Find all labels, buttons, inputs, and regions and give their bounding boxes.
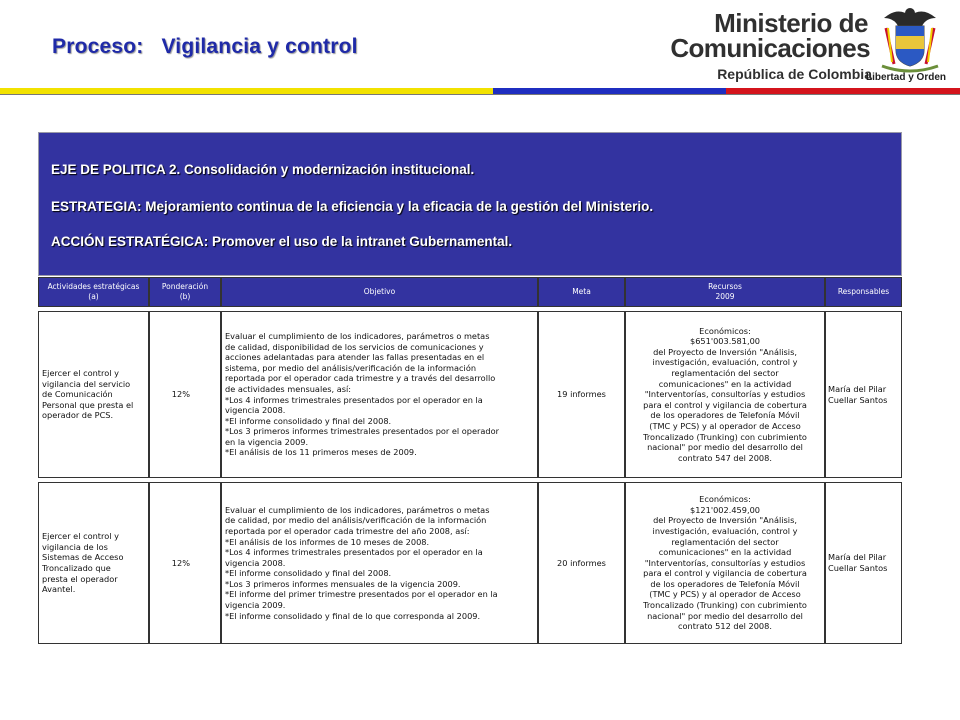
cell-line: vigencia 2008. [225, 557, 286, 568]
cell-line: Troncalizado que [42, 563, 111, 573]
cell-line: del Proyecto de Inversión "Análisis, [653, 515, 797, 526]
cell-line: contrato 512 del 2008. [678, 621, 772, 632]
cell-line: Personal que presta el [42, 399, 134, 410]
logo-motto: Libertad y Orden [865, 72, 946, 83]
cell-line: reglamentación del sector [671, 536, 779, 547]
logo-line-2: Comunicaciones [670, 33, 870, 63]
header-divider [0, 94, 960, 95]
cell-line: de los operadores de Telefonía Móvil [650, 578, 800, 589]
cell-line: *El informe consolidado y final de lo que corresponda al 2009. [225, 610, 481, 621]
cell-line: *Los 3 primeros informes trimestrales presentados por el operador [225, 426, 499, 437]
header-text: (a) [88, 292, 99, 301]
cell-line: para el control y vigilancia de cobertura [643, 568, 807, 579]
header-cell-objective [221, 277, 538, 307]
policy-action: ACCIÓN ESTRATÉGICA: Promover el uso de la intranet Gubernamental. [51, 234, 513, 249]
cell-line: Evaluar el cumplimiento de los indicadores, parámetros o metas [225, 330, 490, 341]
header-cell-resources [625, 277, 825, 307]
cell-line: *Los 4 informes trimestrales presentados por el operador en la [225, 547, 483, 558]
table-header-row [38, 277, 902, 307]
cell-line: presta el operador [42, 573, 118, 584]
cell-line: del Proyecto de Inversión "Análisis, [653, 346, 797, 357]
cell-line: María del Pilar [828, 383, 887, 394]
cell-line: de Comunicación [42, 389, 113, 400]
logo-line-1: Ministerio de [714, 8, 868, 38]
cell-line: Sistemas de Acceso [42, 552, 124, 563]
header-text: Responsables [837, 287, 890, 296]
goal-cell: 19 informes [538, 311, 625, 478]
header-text: Ponderación [161, 282, 209, 291]
cell-line: *El análisis de los 11 primeros meses de 2009. [225, 447, 417, 458]
cell-line: "Interventorías, consultorías y estudios [644, 389, 806, 400]
header-text: Meta [572, 287, 591, 296]
cell-line: Troncalizado (Trunking) con cubrimiento [643, 431, 807, 442]
policy-axis: EJE DE POLITICA 2. Consolidación y modernización institucional. [51, 162, 475, 177]
activities-table [38, 277, 902, 644]
cell-line: vigencia 2008. [225, 405, 286, 416]
policy-panel [38, 132, 902, 276]
resources-cell [625, 482, 825, 644]
header-text: Recursos [708, 282, 742, 291]
cell-line: Troncalizado (Trunking) con cubrimiento [643, 600, 807, 611]
cell-line: de actividades mensuales, así: [225, 383, 352, 394]
cell-line: *Los 3 primeros informes mensuales de la vigencia 2009. [225, 578, 461, 589]
coat-of-arms-icon [878, 4, 942, 74]
cell-line: María del Pilar [828, 552, 887, 563]
cell-line: reportada por el operador cada trimestre y a través del desarrollo [225, 373, 496, 384]
cell-line: acciones adelantadas para atender las fallas presentadas en el [225, 352, 485, 363]
objective-cell [221, 311, 538, 478]
cell-line: (TMC y PCS) y al operador de Acceso [649, 589, 801, 600]
cell-line: *Los 4 informes trimestrales presentados por el operador en la [225, 394, 483, 405]
table-row [38, 482, 902, 644]
cell-line: Avantel. [42, 584, 76, 595]
cell-line: (TMC y PCS) y al operador de Acceso [649, 420, 801, 431]
cell-line: Económicos: [699, 325, 751, 336]
responsible-cell [825, 311, 902, 478]
cell-line: vigilancia de los [42, 541, 108, 552]
header-text: Objetivo [363, 287, 396, 296]
cell-line: $651'003.581,00 [690, 336, 760, 347]
header-text: Actividades estratégicas [47, 282, 140, 291]
header-cell-weight [149, 277, 221, 307]
cell-line: Ejercer el control y [42, 368, 119, 379]
policy-strategy: ESTRATEGIA: Mejoramiento continua de la eficiencia y la eficacia de la gestión del Ministerio. [51, 199, 654, 214]
header-text: (b) [179, 292, 191, 301]
cell-line: *El informe consolidado y final del 2008. [225, 415, 392, 426]
cell-line: reportada por el operador cada trimestre del año 2008, así: [225, 525, 470, 536]
cell-line: *El análisis de los informes de 10 meses de 2008. [225, 536, 430, 547]
cell-line: Ejercer el control y [42, 531, 119, 542]
cell-line: *El informe del primer trimestre presentados por el operador en la [225, 589, 498, 600]
process-label: Proceso: [52, 35, 144, 58]
activity-cell [38, 311, 149, 478]
resources-cell [625, 311, 825, 478]
cell-line: en la vigencia 2009. [225, 436, 309, 447]
cell-line: vigencia 2009. [225, 600, 286, 611]
cell-line: investigación, evaluación, control y [652, 357, 798, 368]
cell-line: comunicaciones" en la actividad [658, 378, 792, 389]
cell-line: nacional" por medio del desarrollo del [647, 442, 803, 453]
cell-line: *El informe consolidado y final del 2008. [225, 568, 392, 579]
cell-line: de calidad, por medio del análisis/verificación de la información [225, 515, 487, 526]
cell-line: contrato 547 del 2008. [678, 452, 772, 463]
cell-line: vigilancia del servicio [42, 378, 131, 389]
page-title [52, 35, 358, 59]
header-cell-responsible [825, 277, 902, 307]
cell-line: de calidad, disponibilidad de los servicios de comunicaciones y [225, 341, 484, 352]
header-cell-activities [38, 277, 149, 307]
header-cell-goal [538, 277, 625, 307]
cell-line: nacional" por medio del desarrollo del [647, 610, 803, 621]
weight-cell: 12% [149, 311, 221, 478]
goal-cell: 20 informes [538, 482, 625, 644]
cell-line: Cuellar Santos [828, 394, 888, 405]
objective-cell [221, 482, 538, 644]
cell-line: comunicaciones" en la actividad [658, 547, 792, 558]
cell-line: operador de PCS. [42, 410, 114, 421]
header-text: 2009 [715, 292, 735, 301]
ministry-logo [670, 0, 960, 88]
cell-line: de los operadores de Telefonía Móvil [650, 410, 800, 421]
cell-line: Evaluar el cumplimiento de los indicadores, parámetros o metas [225, 504, 490, 515]
logo-line-3: República de Colombia [717, 66, 872, 82]
cell-line: investigación, evaluación, control y [652, 525, 798, 536]
activity-cell [38, 482, 149, 644]
cell-line: $121'002.459,00 [690, 504, 760, 515]
cell-line: sistema, por medio del análisis/verificación de la información [225, 362, 477, 373]
cell-line: reglamentación del sector [671, 368, 779, 379]
weight-cell: 12% [149, 482, 221, 644]
cell-line: Económicos: [699, 494, 751, 505]
cell-line: Cuellar Santos [828, 563, 888, 573]
cell-line: para el control y vigilancia de cobertura [643, 399, 807, 410]
process-name: Vigilancia y control [161, 35, 358, 58]
cell-line: "Interventorías, consultorías y estudios [644, 557, 806, 568]
responsible-cell [825, 482, 902, 644]
table-row [38, 311, 902, 478]
